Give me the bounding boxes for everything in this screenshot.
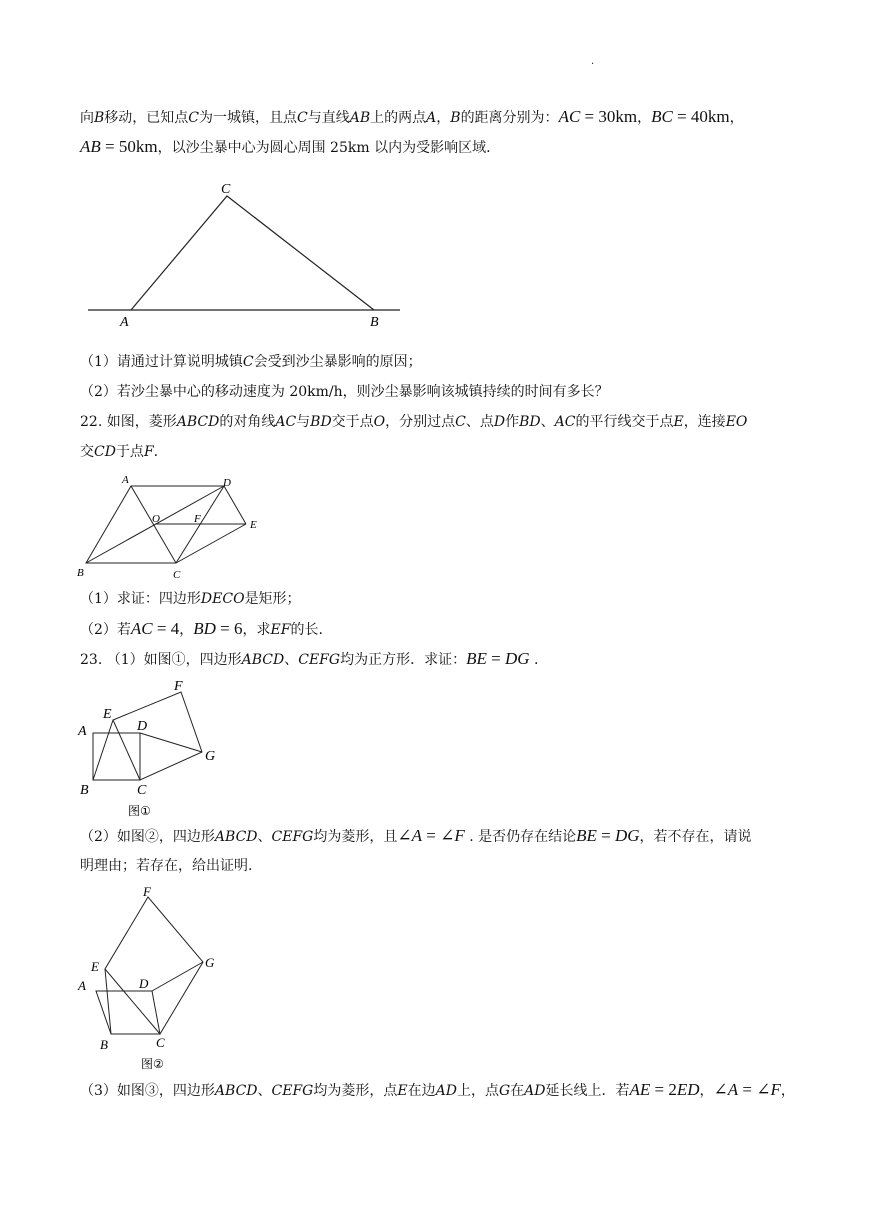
- rhombus-abcd: [96, 991, 160, 1034]
- segment-dg: [152, 962, 203, 991]
- label-a: A: [78, 978, 86, 993]
- label-g: G: [205, 955, 215, 970]
- label-a: A: [122, 474, 129, 486]
- label-c: C: [221, 182, 231, 197]
- header-dot: .: [591, 56, 595, 67]
- p21-line-2: AB = 50km，以沙尘暴中心为圆心周围 25km 以内为受影响区域.: [80, 137, 491, 156]
- label-d: D: [137, 719, 148, 734]
- label-f: F: [174, 679, 183, 694]
- p23-line-1: 23. （1）如图①，四边形ABCD、CEFG均为正方形．求证：BE = DG .: [80, 649, 539, 668]
- p21-question-1: （1）请通过计算说明城镇C会受到沙尘暴影响的原因；: [80, 354, 422, 370]
- rhombus-cefg: [105, 897, 203, 1034]
- p22-question-1: （1）求证：四边形DECO是矩形；: [80, 591, 301, 607]
- label-e: E: [250, 519, 257, 531]
- label-o: O: [152, 513, 160, 525]
- p21-line-1: 向B移动，已知点C为一城镇，且点C与直线AB上的两点A，B的距离分别为：AC = 30km，BC = 40km，: [80, 107, 744, 126]
- label-c: C: [156, 1035, 165, 1050]
- p22-line-1: 22. 如图，菱形ABCD的对角线AC与BD交于点O，分别过点C、点D作BD、AC的平行线交于点E，连接EO: [80, 414, 748, 430]
- p23-question-2-line-2: 明理由；若存在，给出证明.: [80, 858, 253, 874]
- label-b: B: [100, 1037, 108, 1052]
- figure-2-caption: 图②: [141, 1057, 164, 1071]
- label-c: C: [137, 783, 147, 798]
- label-a: A: [78, 724, 87, 739]
- label-e: E: [91, 959, 99, 974]
- p23-question-2-line-1: （2）如图②，四边形ABCD、CEFG均为菱形，且∠A = ∠F . 是否仍存在结论BE = DG，若不存在，请说: [80, 826, 752, 845]
- label-b: B: [80, 783, 89, 798]
- figure-1-caption: 图①: [128, 804, 151, 818]
- label-d: D: [223, 477, 231, 489]
- label-e: E: [103, 707, 112, 722]
- label-c: C: [173, 569, 181, 581]
- label-b: B: [370, 315, 379, 330]
- label-f: F: [194, 513, 201, 525]
- p22-line-2: 交CD于点F.: [80, 444, 159, 460]
- label-d: D: [139, 976, 149, 991]
- p22-question-2: （2）若AC = 4，BD = 6，求EF的长.: [80, 619, 323, 638]
- label-b: B: [77, 567, 84, 579]
- p23-question-3: （3）如图③，四边形ABCD、CEFG均为菱形，点E在边AD上，点G在AD延长线上．若AE = 2ED，∠A = ∠F，: [80, 1080, 795, 1099]
- label-f: F: [143, 884, 151, 899]
- label-a: A: [120, 315, 129, 330]
- label-g: G: [205, 749, 216, 764]
- p21-question-2: （2）若沙尘暴中心的移动速度为 20km/h，则沙尘暴影响该城镇持续的时间有多长？: [80, 384, 609, 400]
